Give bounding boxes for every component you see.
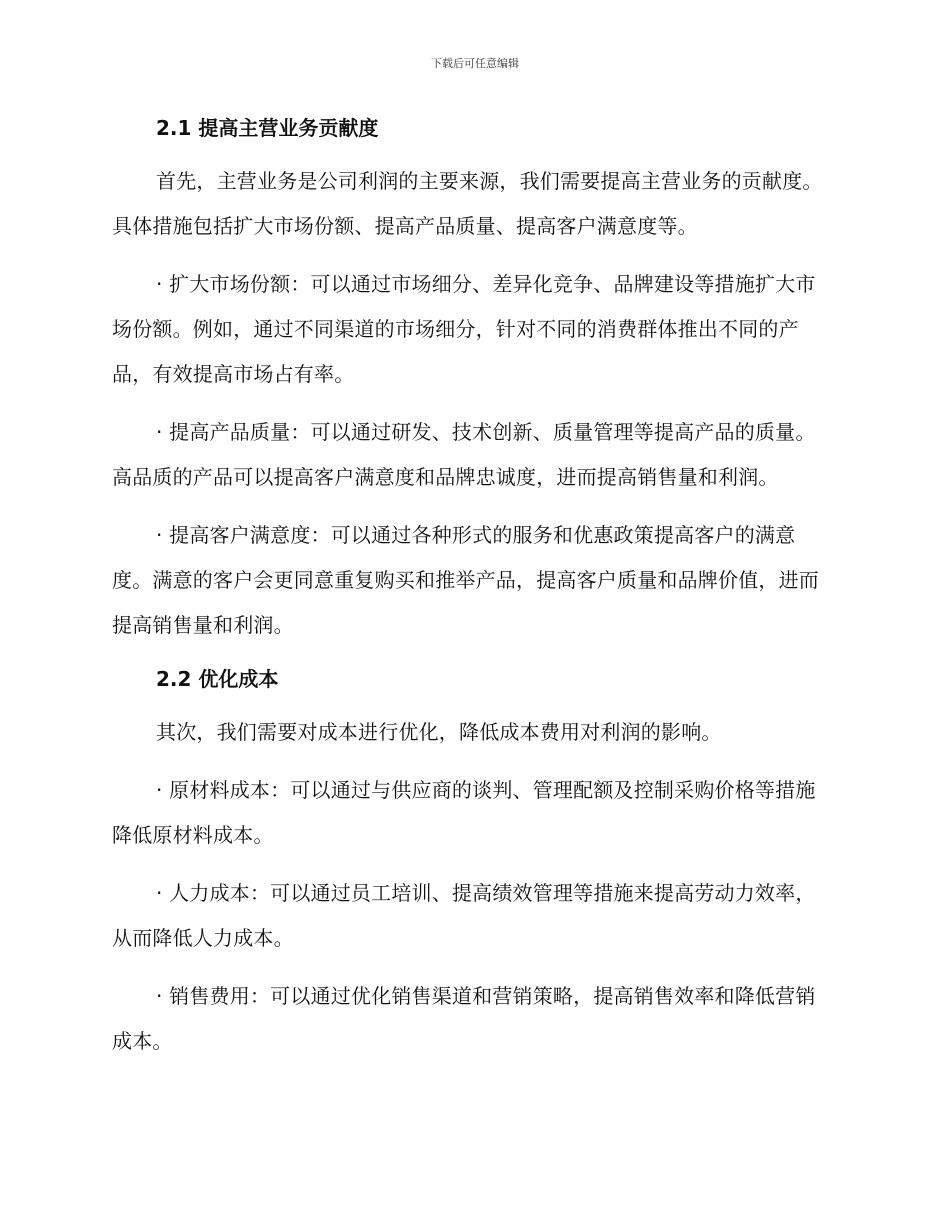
paragraph-intro: 首先，主营业务是公司利润的主要来源，我们需要提高主营业务的贡献度。具体措施包括扩大市场份额、提高产品质量、提高客户满意度等。 [112, 169, 823, 238]
paragraph-sales-expense: · 销售费用：可以通过优化销售渠道和营销策略，提高销售效率和降低营销成本。 [112, 984, 816, 1053]
paragraph-market-share: · 扩大市场份额：可以通过市场细分、差异化竞争、品牌建设等措施扩大市场份额。例如，通过不同渠道的市场细分，针对不同的消费群体推出不同的产品，有效提高市场占有率。 [112, 272, 816, 386]
paragraph-cost-intro: 其次，我们需要对成本进行优化，降低成本费用对利润的影响。 [156, 720, 722, 744]
page-header: 下载后可任意编辑 [431, 57, 519, 70]
section-heading-2-2: 2.2 优化成本 [156, 667, 279, 691]
paragraph-labor-cost: · 人力成本：可以通过员工培训、提高绩效管理等措施来提高劳动力效率，从而降低人力成本。 [112, 881, 816, 950]
section-heading-2-1: 2.1 提高主营业务贡献度 [156, 116, 379, 140]
document-body [112, 110, 832, 1064]
paragraph-customer-satisfaction: · 提高客户满意度：可以通过各种形式的服务和优惠政策提高客户的满意度。满意的客户会更同意重复购买和推举产品，提高客户质量和品牌价值，进而提高销售量和利润。 [112, 523, 819, 637]
paragraph-product-quality: · 提高产品质量：可以通过研发、技术创新、质量管理等提高产品的质量。高品质的产品可以提高客户满意度和品牌忠诚度，进而提高销售量和利润。 [112, 420, 816, 489]
paragraph-raw-material: · 原材料成本：可以通过与供应商的谈判、管理配额及控制采购价格等措施降低原材料成本。 [112, 778, 816, 847]
